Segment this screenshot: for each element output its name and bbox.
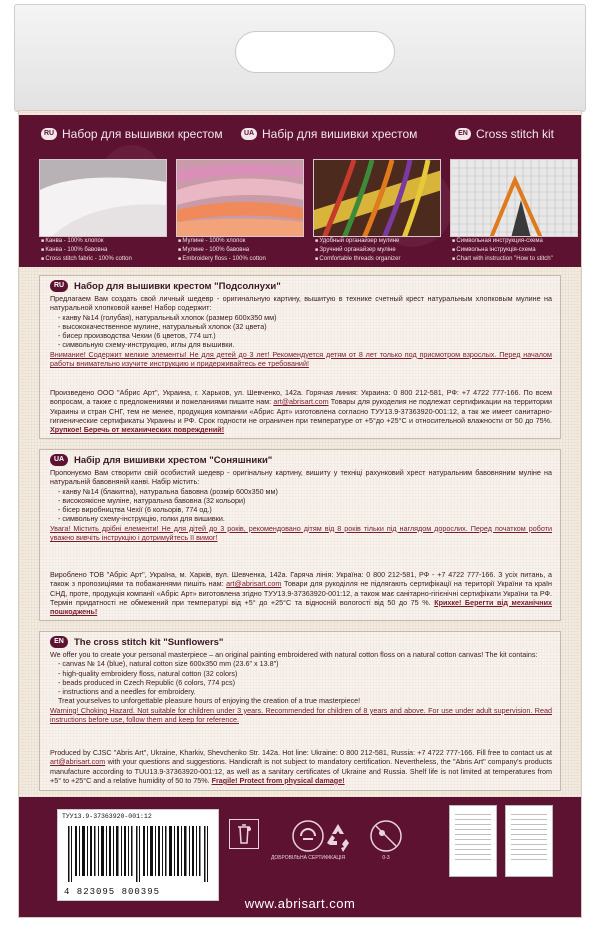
ua-fragile: Крихке! Берегти від механічних пошкоджень!: [50, 597, 552, 617]
ua-intro: [50, 468, 552, 542]
barcode-bars: [66, 826, 212, 882]
en-item: Treat yourselves to unforgettable pleasure hours of enjoying the creation of a true masterpiece!: [58, 696, 361, 706]
website-link[interactable]: www.abrisart.com: [244, 896, 356, 911]
ua-header-title: Набір для вишивки хрестом: [262, 127, 418, 141]
ru-item: - бисер производства Чехии (6 цветов, 774 шт.): [58, 331, 216, 341]
ua-title-text: Набір для вишивки хрестом "Соняшники": [74, 454, 273, 466]
recycle-icon: [321, 819, 355, 855]
en-header: [455, 127, 554, 141]
organizer-photo: [313, 159, 441, 237]
age-restriction-icon: [369, 819, 403, 861]
ru-header: [41, 127, 223, 141]
tu-code: ТУУ13.9-37363920-001:12: [62, 813, 152, 820]
ua-section: [39, 449, 561, 621]
ua-intro-text: Пропонуємо Вам створити свій особистий шедевр - оригінальну картину, вишиту у техніці рахунковий хрест натуральним бавовняним муліне на натуральній бавовняній канві. Набір містить:: [50, 468, 552, 487]
ua-producer-text-2: Товари для рукоділля не підлягають сертифікації на території України та країн СНД, проте, продукція компанії «Абріс Арт» виготовлена згідно ТУУ13.9-37363920-001:12, а також має санітарно-гігієнічні сертифікати України та РФ. Термін придатності не обмежений при температурі від +5° до +25°С та відносній вологості від 50 до 75 %.: [50, 579, 552, 607]
feature-item: ■ Зручний органайзер мулiне: [315, 246, 449, 255]
ua-item: - канву №14 (блакитна), натуральна бавовна (розмір 600х350 мм): [58, 486, 278, 496]
floss-photo: [176, 159, 304, 237]
ua-section-title: [50, 454, 272, 466]
ru-intro: [50, 294, 552, 368]
feature-list-organizer: [315, 237, 449, 264]
ua-item: - бісер виробництва Чехії (6 кольорів, 774 од.): [58, 505, 212, 515]
en-section: [39, 631, 561, 791]
feature-item: ■ Comfortable threads organizer: [315, 255, 449, 264]
ua-header: [241, 127, 417, 141]
ua-item: - високоякісне муліне, натуральна бавовна (32 кольори): [58, 495, 246, 505]
feature-list-canvas: [41, 237, 175, 264]
feature-item: ■ Мулине - 100% хлопок: [178, 237, 312, 246]
en-producer-text-2: with your questions and suggestions. Handicraft is not subject to mandatory certification. Nevertheless, the "Abris Art" company's products manufacture according to TUU13.9-37363920-001:12, as well as a sanitary certificates of Ukraine and Russia. Shelf life is not limited at temperatures from +5° to +25°C and a relative humidity of 50 to 75%.: [50, 757, 552, 785]
ru-email-link[interactable]: art@abrisart.com: [273, 397, 329, 407]
ru-item: - канву №14 (голубая), натуральный хлопок (размер 600х350 мм): [58, 312, 277, 322]
ru-intro-text: Предлагаем Вам создать свой личный шедевр - оригинальную картину, вышитую в технике счетный крест натуральным хлопковым мулине на натуральной хлопковой канве! Набор содержит:: [50, 294, 552, 313]
ua-producer-text: Вироблено ТОВ "Абріс Арт", Україна, м. Харків, вул. Шевченка, 142а. Гаряча лінія: Україна: 0 800 212-581, РФ - +7 4722 777-166. З усіх питань, а також з пропозиціями та побажаннями пишіть нам:: [50, 570, 552, 589]
feature-item: ■ Символьная инструкция-схема: [452, 237, 586, 246]
ua-warning: Увага! Містить дрібні елементи! Не для дітей до 3 років, рекомендовано дітям від 8 років тільки під наглядом дорослих. Перед початком роботи уважно вивчіть інструкцію і дотримуйтесь її вимог!: [50, 523, 552, 543]
ua-email-link[interactable]: art@abrisart.com: [226, 579, 282, 589]
top-band: [19, 115, 581, 267]
en-email-link[interactable]: art@abrisart.com: [50, 757, 106, 767]
ru-producer: [50, 388, 552, 434]
barcode-number: 4 823095 800395: [64, 887, 161, 897]
en-badge: EN: [455, 128, 471, 140]
en-item: - canvas № 14 (blue), natural cotton size 600x350 mm (23.6" x 13.8"): [58, 659, 279, 669]
ua-section-badge: UA: [50, 454, 68, 466]
feature-item: ■ Мулине - 100% бавовна: [178, 246, 312, 255]
en-warning: Warning! Choking Hazard. Not suitable for children under 3 years. Recommended for children of 8 years and above. For use under adult supervision. Read instructions before use, follow them and keep for reference.: [50, 705, 552, 725]
barcode: [57, 809, 219, 901]
en-section-badge: EN: [50, 636, 68, 648]
package-hanger: [14, 4, 586, 112]
en-item: - high-quality embroidery floss, natural cotton (32 colors): [58, 668, 238, 678]
feature-list-floss: [178, 237, 312, 264]
eco-label: 0-3: [382, 855, 390, 861]
ru-badge: RU: [41, 128, 57, 140]
ru-section-badge: RU: [50, 280, 68, 292]
ru-title-text: Набор для вышивки крестом "Подсолнухи": [74, 280, 281, 292]
ru-warning: Внимание! Содержит мелкие элементы! Не для детей до 3 лет! Рекомендуется детям от 8 лет только под присмотром взрослых. Перед началом работы внимательно изучите инструкцию и придерживайтесь ее требований!: [50, 349, 552, 369]
ru-producer-text-2: Товары для рукоделия не подлежат сертификации на территории Украины и стран СНГ, тем не менее, продукция компании «Абрис Арт» изготовлена согласно ТУУ13.9-37363920-001:12, а так же имеет санитарно-гигиенические сертификаты Украины и РФ. Срок годности не ограничен при температуре от +5°до +25°С и относительной влажности от 50 до 75%.: [50, 397, 552, 425]
ru-item: - символьную схему-инструкцию, иглы для вышивки.: [58, 340, 235, 350]
feature-item: ■ Канва - 100% хлопок: [41, 237, 175, 246]
feature-item: ■ Cross stitch fabric - 100% cotton: [41, 255, 175, 264]
product-card: [18, 110, 582, 918]
feature-item: ■ Символьна інструкція-схема: [452, 246, 586, 255]
en-fragile: Fragile! Protect from physical damage!: [211, 775, 345, 785]
feature-list-chart: [452, 237, 586, 264]
en-section-title: [50, 636, 223, 648]
feature-item: ■ Канва - 100% бавовна: [41, 246, 175, 255]
ru-section-title: [50, 280, 281, 292]
certificate-document-2: [505, 805, 553, 877]
ru-section: [39, 275, 561, 439]
eco-label: ДОБРОВІЛЬНА СЕРТИФІКАЦІЯ: [271, 855, 346, 861]
en-item: - beads produced in Czech Republic (6 colors, 774 pcs): [58, 677, 235, 687]
ru-producer-text: Произведено ООО "Абрис Арт", Украина, г. Харьков, ул. Шевченко, 142а. Горячая линия: Украина: 0 800 212-581, РФ: +7 4722 777-166. По всем вопросам, а также с предложениями и пожеланиями пишите нам:: [50, 388, 552, 407]
ua-item: - символьну схему-інструкцію, голки для вишивки.: [58, 514, 225, 524]
ru-fragile: Хрупкое! Беречь от механических повреждений!: [50, 425, 225, 435]
ru-item: - высококачественное мулине, натуральный хлопок (32 цвета): [58, 321, 267, 331]
feature-item: ■ Embroidery floss - 100% cotton: [178, 255, 312, 264]
ua-badge: UA: [241, 128, 257, 140]
feature-item: ■ Удобный органайзер мулине: [315, 237, 449, 246]
en-intro: [50, 650, 552, 724]
en-title-text: The cross stitch kit "Sunflowers": [74, 636, 224, 648]
en-producer-text: Produced by CJSC "Abris Art", Ukraine, Kharkiv, Shevchenko Str. 142a. Hot line: Ukraine: 0 800 212-581, Russia: +7 4722 777-166. Fill free to contact us at: [50, 748, 552, 757]
en-intro-text: We offer you to create your personal masterpiece – an original painting embroidered with natural cotton floss on a natural cotton canvas! The kit contains:: [50, 650, 538, 659]
canvas-photo: [39, 159, 167, 237]
en-header-title: Cross stitch kit: [476, 127, 555, 141]
trash-bin-icon: [229, 819, 259, 851]
certificate-document-1: [449, 805, 497, 877]
ru-header-title: Набор для вышивки крестом: [62, 127, 223, 141]
feature-item: ■ Chart with instruction "How to stitch": [452, 255, 586, 264]
en-item: - instructions and a needles for embroidery.: [58, 687, 196, 697]
ua-producer: [50, 570, 552, 616]
chart-photo: [450, 159, 578, 237]
hanger-hole: [235, 31, 395, 73]
en-producer: [50, 748, 552, 785]
